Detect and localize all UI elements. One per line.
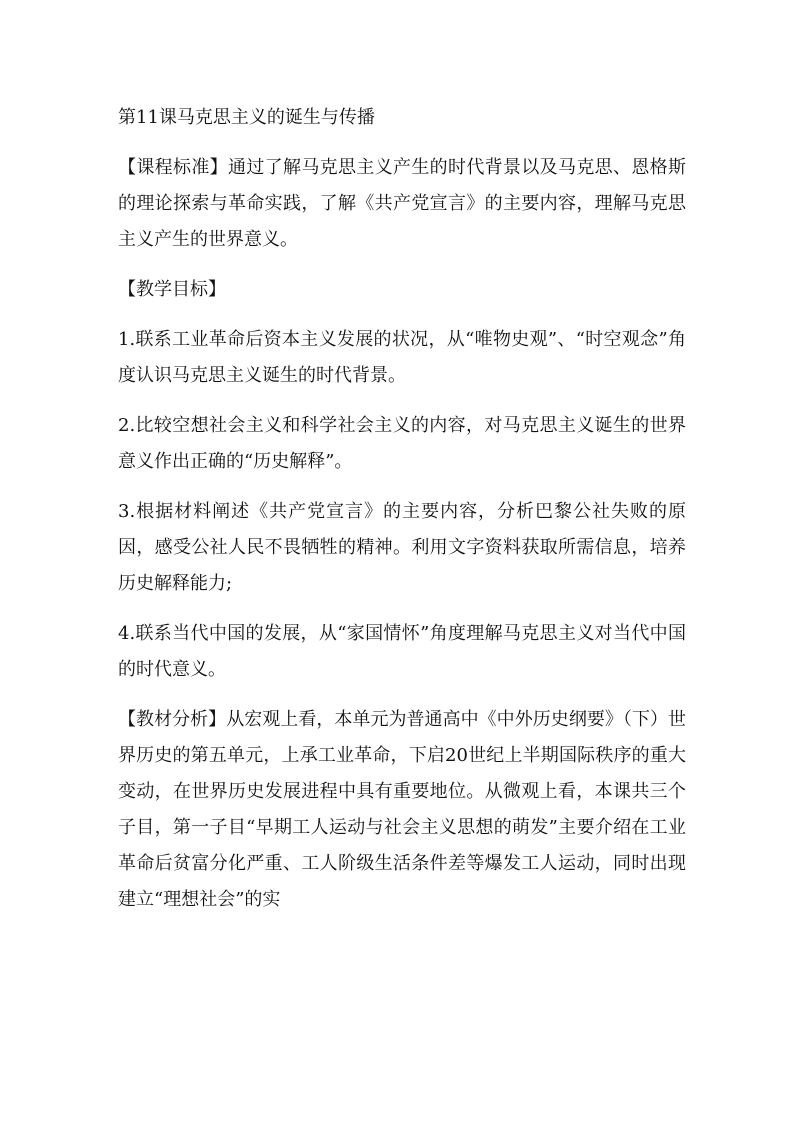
- teaching-goal-item-4: 4.联系当代中国的发展，从“家国情怀”角度理解马克思主义对当代中国的时代意义。: [118, 623, 686, 680]
- curriculum-standard-label: 【课程标准】: [118, 157, 228, 178]
- material-analysis-text: 从宏观上看，本单元为普通高中《中外历史纲要》（下）世界历史的第五单元，上承工业革命，下启20世纪上半期国际秩序的重大变动，在世界历史发展进程中具有重要地位。从微观上看，本课共三个子目，第一子目“早期工人运动与社会主义思想的萌发”主要介绍在工业革命后贫富分化严重、工人阶级生活条件差等爆发工人运动，同时出现建立“理想社会”的实: [118, 709, 687, 910]
- teaching-goal-item-3: 3.根据材料阐述《共产党宣言》的主要内容，分析巴黎公社失败的原因，感受公社人民不畏牺牲的精神。利用文字资料获取所需信息，培养历史解释能力;: [118, 501, 686, 594]
- material-analysis-label: 【教材分析】: [118, 709, 227, 730]
- curriculum-standard-paragraph: [118, 150, 686, 258]
- teaching-goal-item-1: 1.联系工业革命后资本主义发展的状况，从“唯物史观”、“时空观念”角度认识马克思主义诞生的时代背景。: [118, 329, 686, 386]
- document-page: [118, 100, 686, 918]
- lesson-title: 第11课马克思主义的诞生与传播: [118, 107, 375, 128]
- teaching-goals-heading: 【教学目标】: [118, 279, 226, 300]
- curriculum-standard-text: 通过了解马克思主义产生的时代背景以及马克思、恩格斯的理论探索与革命实践，了解《共产党宣言》的主要内容，理解马克思主义产生的世界意义。: [118, 157, 686, 250]
- material-analysis-paragraph: [118, 702, 686, 918]
- teaching-goal-item-2: 2.比较空想社会主义和科学社会主义的内容，对马克思主义诞生的世界意义作出正确的“历史解释”。: [118, 415, 686, 472]
